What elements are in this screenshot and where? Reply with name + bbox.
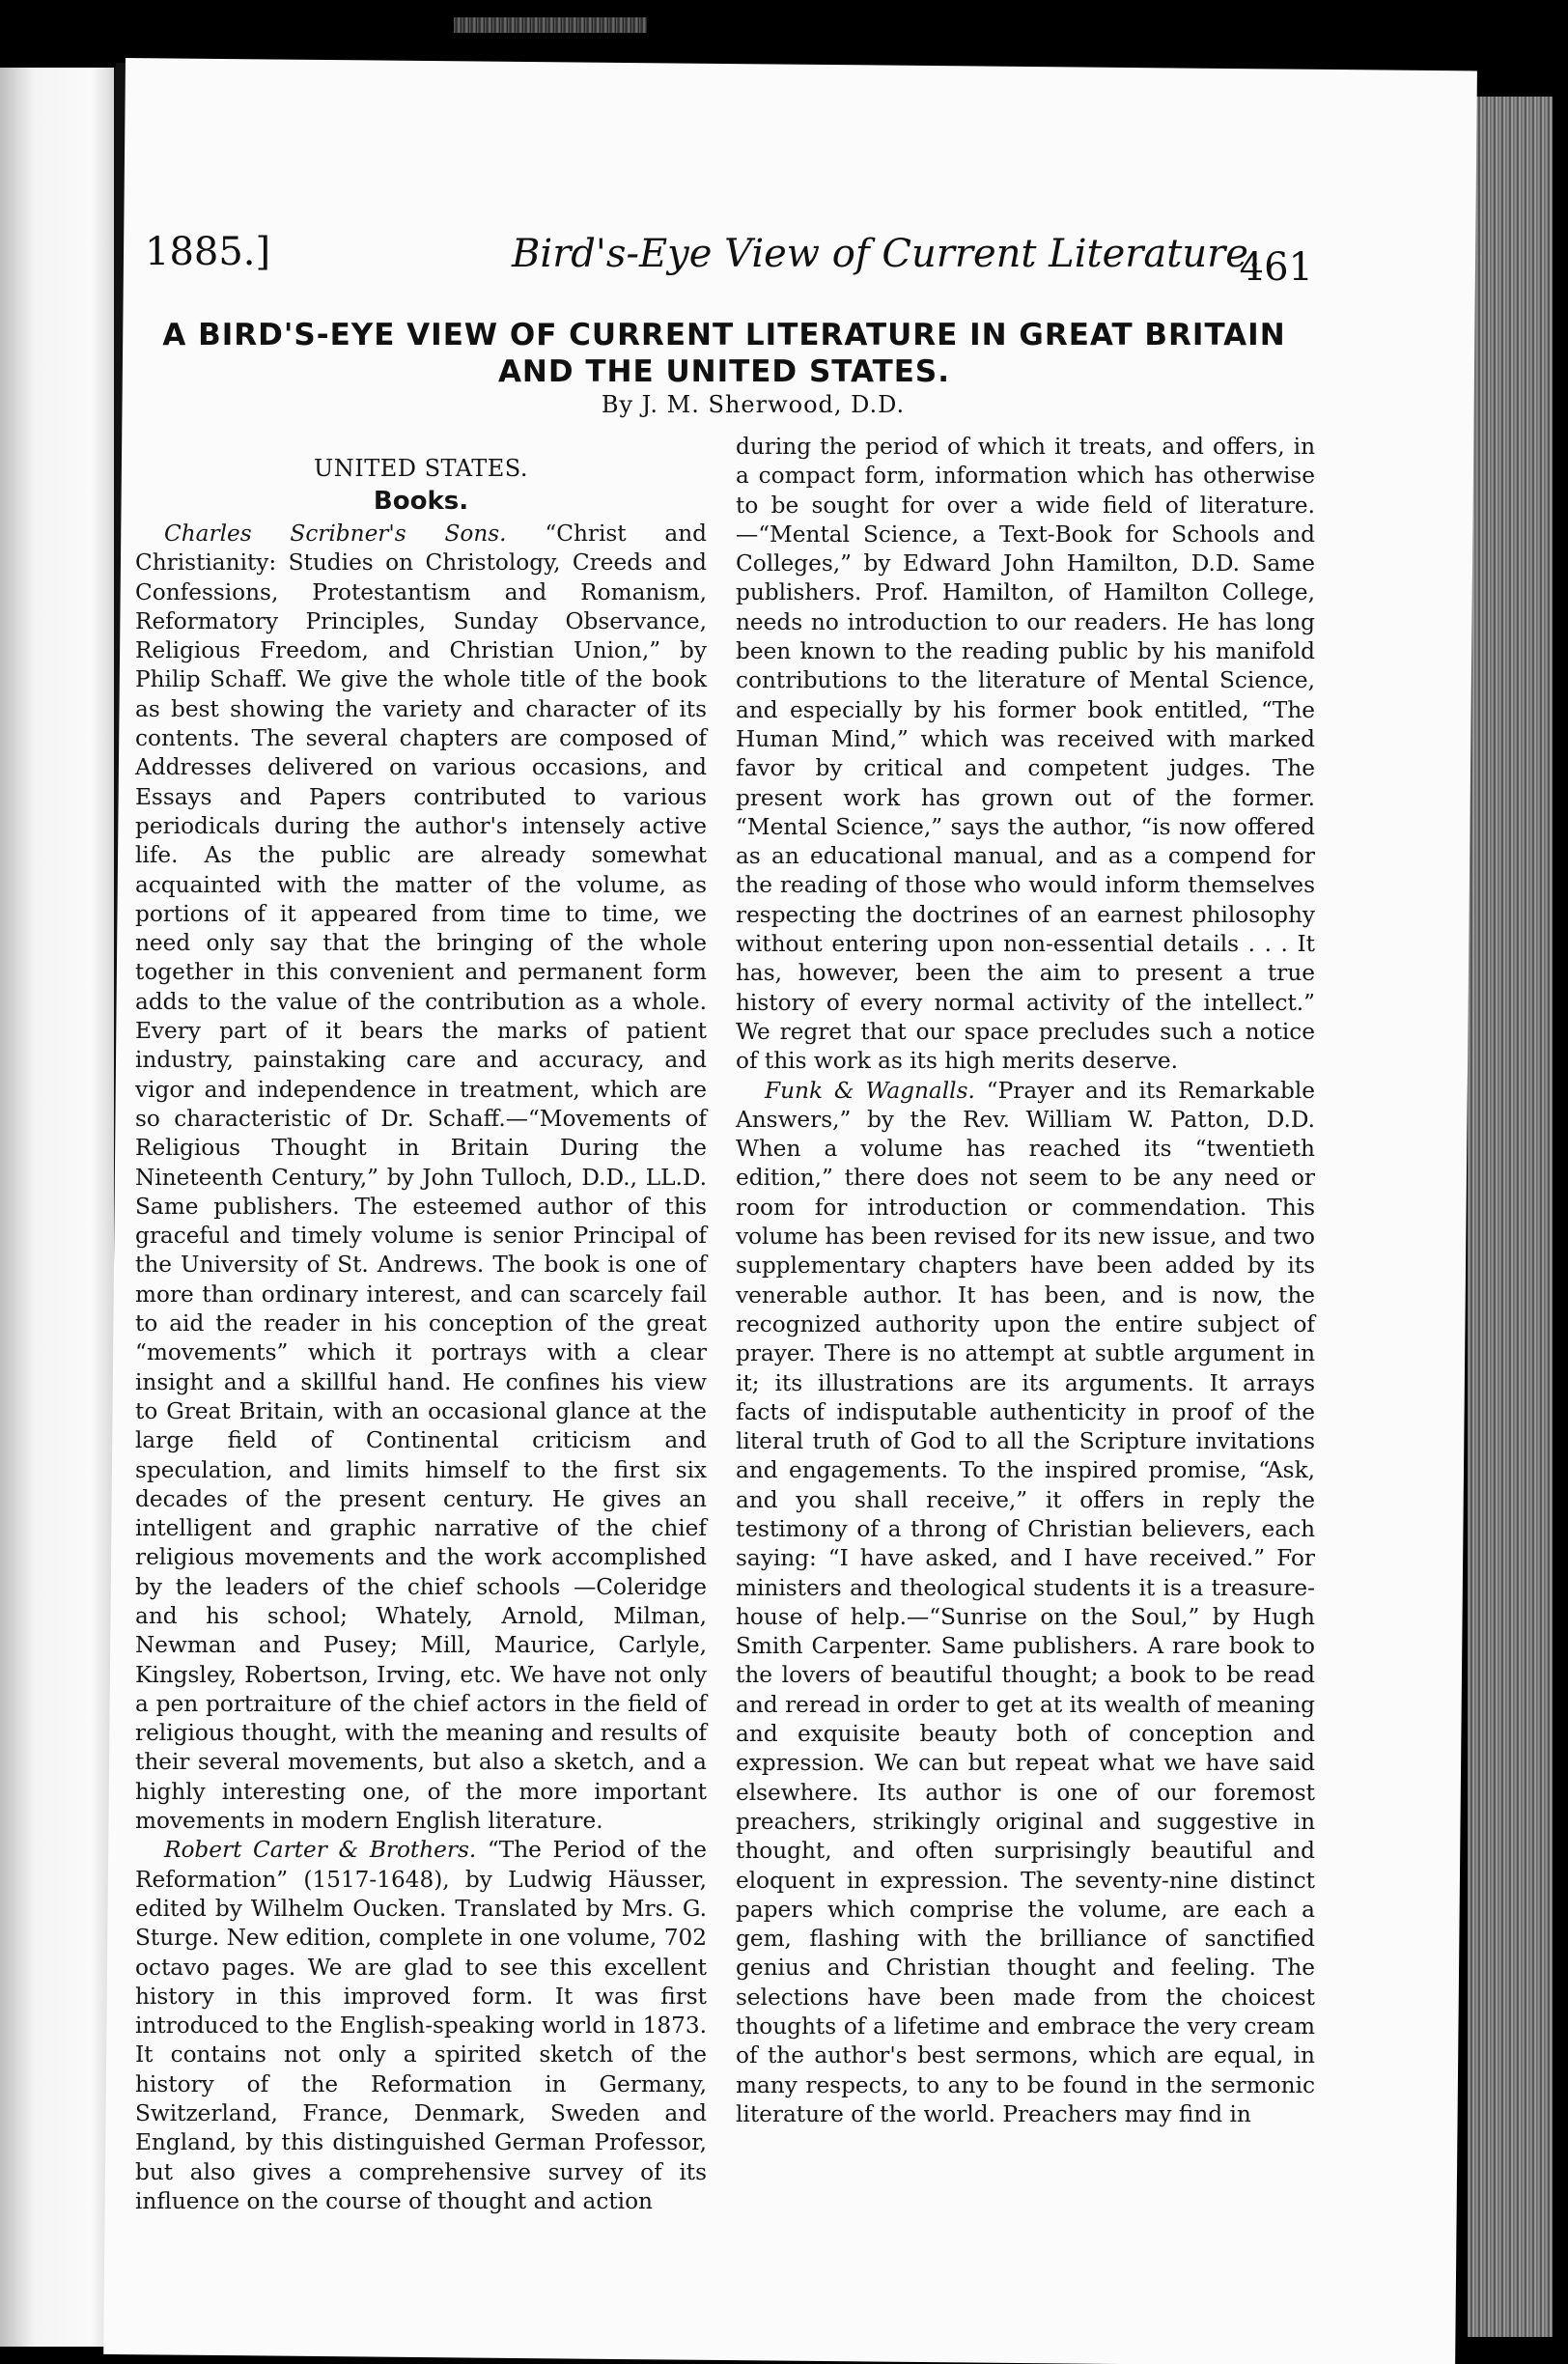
paragraph-text: “Prayer and its Remarkable Answers,” by the Rev. William W. Patton, D.D. When a volume has reached its “twentieth edition,” there does not seem to be any need or room for introduction or commendation. This volume has been revised for its new issue, and two supplementary chapters have been added by its venerable author. It has been, and is now, the recognized authority upon the entire subject of prayer. There is no attempt at subtle argument in it; its illustrations are its arguments. It arrays facts of indisputable authenticity in proof of the literal truth of God to all the Scripture invitations and engagements. To the inspired promise, “Ask, and you shall receive,” it offers in reply the testimony of a throng of Christian believers, each saying: “I have asked, and I have received.” For ministers and theological students it is a treasure-house of help.—“Sunrise on the Soul,” by Hugh Smith Carpenter. Same publishers. A rare book to the lovers of beautiful thought; a book to be read and reread in order to get at its wealth of meaning and exquisite beauty both of conception and expression. We can but repeat what we have said elsewhere. Its author is one of our foremost preachers, strikingly original and suggestive in thought, and often surprisingly beautiful and eloquent in expression. The seventy-nine distinct papers which comprise the volume, are each a gem, flashing with the brilliance of sanctified genius and Christian thought and feeling. The selections have been made from the choicest thoughts of a lifetime and embrace the very cream of the author's best sermons, which are equal, in many respects, to any to be found in the sermonic literature of the world. Preachers may find in — [736, 1077, 1316, 2127]
previous-page-edge — [0, 68, 117, 2347]
article-byline: By J. M. Sherwood, D.D. — [601, 391, 906, 418]
running-head — [145, 222, 1313, 290]
publisher-name: Funk & Wagnalls. — [765, 1077, 975, 1104]
scan-artifact — [454, 17, 647, 33]
paragraph-carter — [135, 1836, 707, 2216]
paragraph-carter-continued — [736, 433, 1315, 1077]
right-column — [736, 433, 1315, 2129]
paragraph-funk-wagnalls — [736, 1077, 1315, 2130]
paragraph-text: “The Period of the Reformation” (1517-1648), by Ludwig Häusser, edited by Wilhelm Oucken. Translated by Mrs. G. Sturge. New edition, complete in one volume, 702 octavo pages. We are glad to see this excellent history in this improved form. It was first introduced to the English-speaking world in 1873. It contains not only a spirited sketch of the history of the Reformation in Germany, Switzerland, France, Denmark, Sweden and England, by this distinguished German Professor, but also gives a comprehensive survey of its influence on the course of thought and action — [135, 1837, 707, 2214]
left-column — [135, 454, 707, 2216]
publisher-name: Robert Carter & Brothers. — [164, 1837, 477, 1864]
page-number: 461 — [1239, 245, 1313, 290]
paragraph-text: during the period of which it treats, and offers, in a compact form, information which has otherwise to be sought for over a wide field of literature.—“Mental Science, a Text-Book for Schools and Colleges,” by Edward John Hamilton, D.D. Same publishers. Prof. Hamilton, of Hamilton College, needs no introduction to our readers. He has long been known to the reading public by his manifold contributions to the literature of Mental Science, and especially by his former book entitled, “The Human Mind,” which was received with marked favor by critical and competent judges. The present work has grown out of the former. “Mental Science,” says the author, “is now offered as an educational manual, and as a compend for the reading of those who would inform themselves respecting the doctrines of an earnest philosophy without entering upon non-essential details . . . It has, however, been the aim to present a true history of every normal activity of the intellect.” We regret that our space precludes such a notice of this work as its high merits deserve. — [736, 434, 1315, 1075]
paragraph-scribner — [135, 520, 707, 1836]
subsection-heading: Books. — [373, 487, 469, 516]
publisher-name: Charles Scribner's Sons. — [164, 521, 507, 547]
section-heading: UNITED STATES. — [313, 455, 528, 482]
book-page-edges — [1468, 97, 1553, 2337]
paragraph-text: “Christ and Christianity: Studies on Christology, Creeds and Confessions, Protestantism and Romanism, Reformatory Principles, Sunday Observance, Religious Freedom, and Christian Union,” by Philip Schaff. We give the whole title of the book as best showing the variety and character of its contents. The several chapters are composed of Addresses delivered on various occasions, and Essays and Papers contributed to various periodicals during the author's intensely active life. As the public are already somewhat acquainted with the matter of the volume, as portions of it appeared from time to time, we need only say that the bringing of the whole together in this convenient and permanent form adds to the value of the contribution as a whole. Every part of it bears the marks of patient industry, painstaking care and accuracy, and vigor and independence in treatment, which are so characteristic of Dr. Schaff.—“Movements of Religious Thought in Britain During the Nineteenth Century,” by John Tulloch, D.D., LL.D. Same publishers. The esteemed author of this graceful and timely volume is senior Principal of the University of St. Andrews. The book is one of more than ordinary interest, and can scarcely fail to aid the reader in his conception of the great “movements” which it portrays with a clear insight and a skillful hand. He confines his view to Great Britain, with an occasional glance at the large field of Continental criticism and speculation, and limits himself to the first six decades of the present century. He gives an intelligent and graphic narrative of the chief religious movements and the work accomplished by the leaders of the chief schools —Coleridge and his school; Whately, Arnold, Milman, Newman and Pusey; Mill, Maurice, Carlyle, Kingsley, Robertson, Irving, etc. We have not only a pen portraiture of the chief actors in the field of religious thought, with the meaning and results of their several movements, but also a sketch, and a highly interesting one, of the more important movements in modern English literature. — [135, 521, 708, 1835]
running-head-title: Bird's-Eye View of Current Literature. — [512, 232, 1261, 276]
article-title: A BIRD'S-EYE VIEW OF CURRENT LITERATURE IN GREAT BRITAIN AND THE UNITED STATES. — [162, 318, 1286, 389]
running-head-year: 1885.] — [145, 230, 271, 274]
